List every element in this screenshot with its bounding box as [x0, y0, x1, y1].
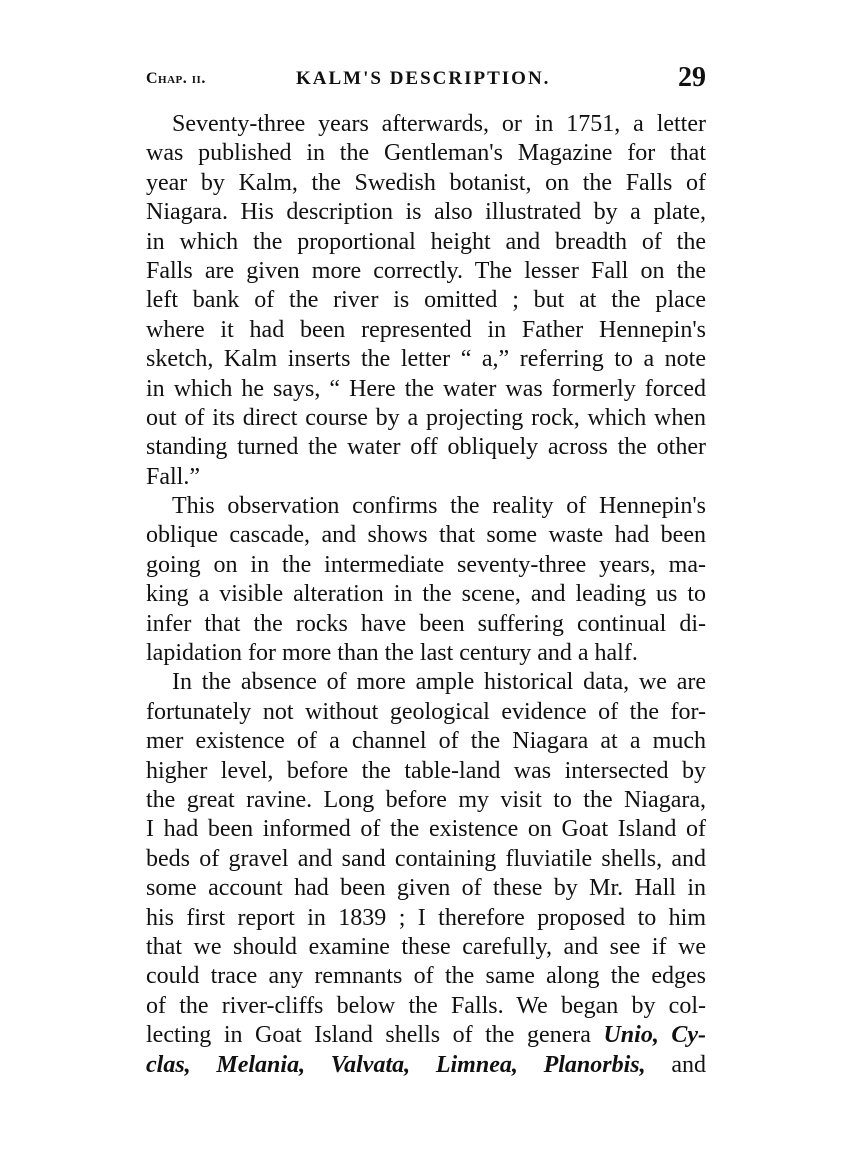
line-text: left bank of the river is omitted ; but at the place: [146, 287, 706, 314]
body-text: [146, 110, 706, 1080]
text-line: [146, 698, 706, 727]
line-text: lecting in Goat Island shells of the genera: [146, 1022, 591, 1049]
line-text: year by Kalm, the Swedish botanist, on the Falls of: [146, 169, 706, 196]
line-text: could trace any remnants of the same along the edges: [146, 963, 706, 990]
text-line: [146, 1051, 706, 1080]
line-text: where it had been represented in Father Hennepin's: [146, 316, 706, 343]
text-line: [146, 404, 706, 433]
text-line: [146, 757, 706, 786]
line-text: his first report in 1839 ; I therefore proposed to him: [146, 904, 706, 931]
line-text: was published in the Gentleman's Magazine for that: [146, 140, 706, 167]
line-text: In the absence of more ample historical data, we are: [172, 669, 706, 696]
text-line: [146, 904, 706, 933]
line-text: out of its direct course by a projecting rock, which when: [146, 404, 706, 431]
line-text: sketch, Kalm inserts the letter “ a,” referring to a note: [146, 346, 706, 373]
text-line: [146, 228, 706, 257]
text-line: [146, 492, 706, 521]
text-line: [146, 551, 706, 580]
text-line: [146, 139, 706, 168]
line-text: going on in the intermediate seventy-three years, ma-: [146, 551, 706, 578]
running-header: [146, 62, 706, 96]
line-text: I had been informed of the existence on Goat Island of: [146, 816, 706, 843]
paragraph: [146, 668, 706, 1079]
line-text: beds of gravel and sand containing fluviatile shells, and: [146, 845, 706, 872]
text-line: [146, 962, 706, 991]
line-text: mer existence of a channel of the Niagara at a much: [146, 728, 706, 755]
line-text: Seventy-three years afterwards, or in 1751, a letter: [172, 111, 706, 137]
text-line: [146, 375, 706, 404]
line-text: some account had been given of these by Mr. Hall in: [146, 875, 706, 902]
line-text: Falls are given more correctly. The lesser Fall on the: [146, 257, 706, 284]
text-line: [146, 933, 706, 962]
line-text: lapidation for more than the last century and a half.: [146, 640, 638, 667]
paragraph: [146, 110, 706, 492]
line-text: that we should examine these carefully, and see if we: [146, 933, 706, 960]
text-line: [146, 198, 706, 227]
text-line: [146, 639, 706, 668]
line-text: oblique cascade, and shows that some waste had been: [146, 522, 706, 549]
text-line: [146, 727, 706, 756]
text-line: [146, 992, 706, 1021]
line-text: standing turned the water off obliquely across the other: [146, 434, 706, 461]
line-text: king a visible alteration in the scene, and leading us to: [146, 581, 706, 608]
text-line: [146, 433, 706, 462]
genus-names: Unio, Cy-: [603, 1022, 706, 1049]
line-text: and: [671, 1051, 706, 1078]
line-text: Fall.”: [146, 463, 200, 490]
text-line: [146, 1021, 706, 1050]
text-line: [146, 286, 706, 315]
text-line: [146, 169, 706, 198]
line-text: the great ravine. Long before my visit to the Niagara,: [146, 786, 706, 813]
line-text: in which the proportional height and breadth of the: [146, 228, 706, 255]
text-line: [146, 580, 706, 609]
text-line: [146, 521, 706, 550]
line-text: This observation confirms the reality of Hennepin's: [172, 493, 706, 520]
text-line: [146, 786, 706, 815]
text-line: [146, 345, 706, 374]
chapter-label: Chap. ii.: [146, 70, 206, 87]
page-number: 29: [678, 62, 706, 93]
text-line: [146, 874, 706, 903]
paragraph: [146, 492, 706, 668]
line-text: of the river-cliffs below the Falls. We began by col-: [146, 992, 706, 1019]
text-line: [146, 257, 706, 286]
line-text: in which he says, “ Here the water was formerly forced: [146, 375, 706, 402]
line-text: fortunately not without geological evidence of the for-: [146, 698, 706, 725]
text-line: [146, 668, 706, 697]
line-text: infer that the rocks have been suffering continual di-: [146, 610, 706, 637]
text-line: [146, 463, 706, 492]
line-text: Niagara. His description is also illustrated by a plate,: [146, 199, 706, 226]
text-line: [146, 815, 706, 844]
text-line: [146, 845, 706, 874]
text-line: [146, 610, 706, 639]
genus-names: clas, Melania, Valvata, Limnea, Planorbis,: [146, 1051, 646, 1078]
text-line: [146, 316, 706, 345]
text-line: [146, 110, 706, 139]
running-title: KALM'S DESCRIPTION.: [296, 68, 551, 89]
line-text: higher level, before the table-land was intersected by: [146, 757, 706, 784]
